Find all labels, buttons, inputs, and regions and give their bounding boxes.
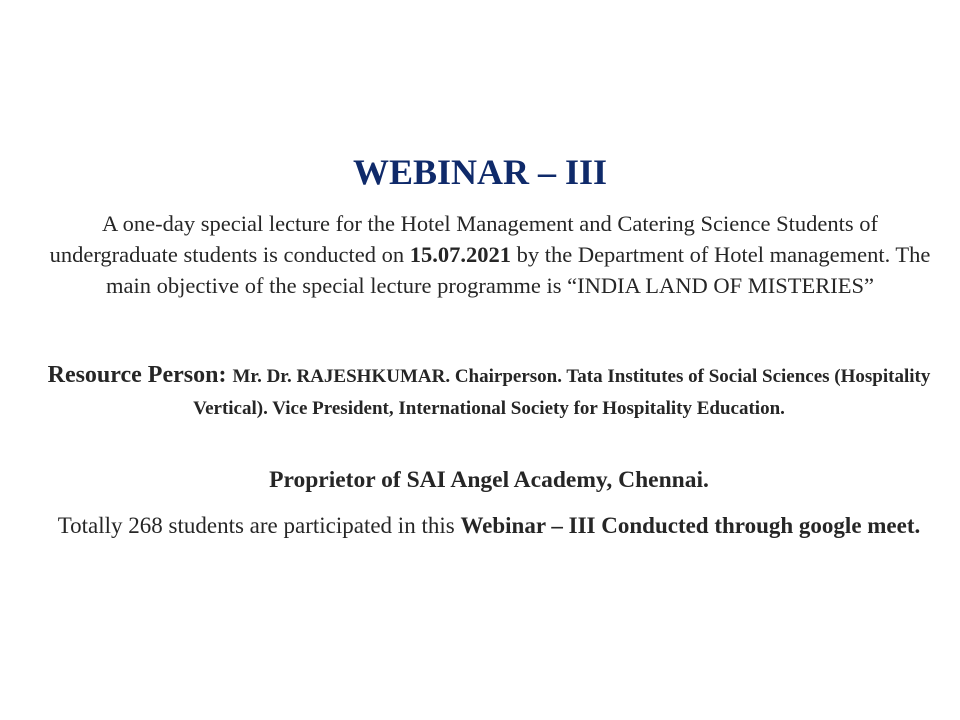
participation-text: Totally 268 students are participated in this bbox=[57, 513, 461, 538]
intro-text-after-date: by the Department of Hotel management. The main objective of the special lecture programme is “INDIA LAND OF MISTERIES” bbox=[106, 242, 931, 298]
proprietor-line: Proprietor of SAI Angel Academy, Chennai. bbox=[269, 467, 709, 493]
participation-bold-text: Webinar – III Conducted through google meet. bbox=[460, 513, 921, 538]
resource-person-label: Resource Person: bbox=[47, 362, 233, 388]
resource-person bbox=[30, 360, 948, 425]
participation-paragraph bbox=[30, 508, 948, 543]
resource-person-details: Mr. Dr. RAJESHKUMAR. Chairperson. Tata Institutes of Social Sciences (Hospitality Vertical). Vice President, International Society for Hospitality Education. bbox=[193, 366, 931, 419]
intro-text-before-date: A one-day special lecture for the Hotel Management and Catering Science Students of undergraduate students is conducted on bbox=[49, 211, 878, 267]
slide-title: WEBINAR – III bbox=[352, 152, 608, 192]
intro-paragraph bbox=[40, 208, 940, 301]
lecture-date: 15.07.2021 bbox=[409, 242, 511, 267]
